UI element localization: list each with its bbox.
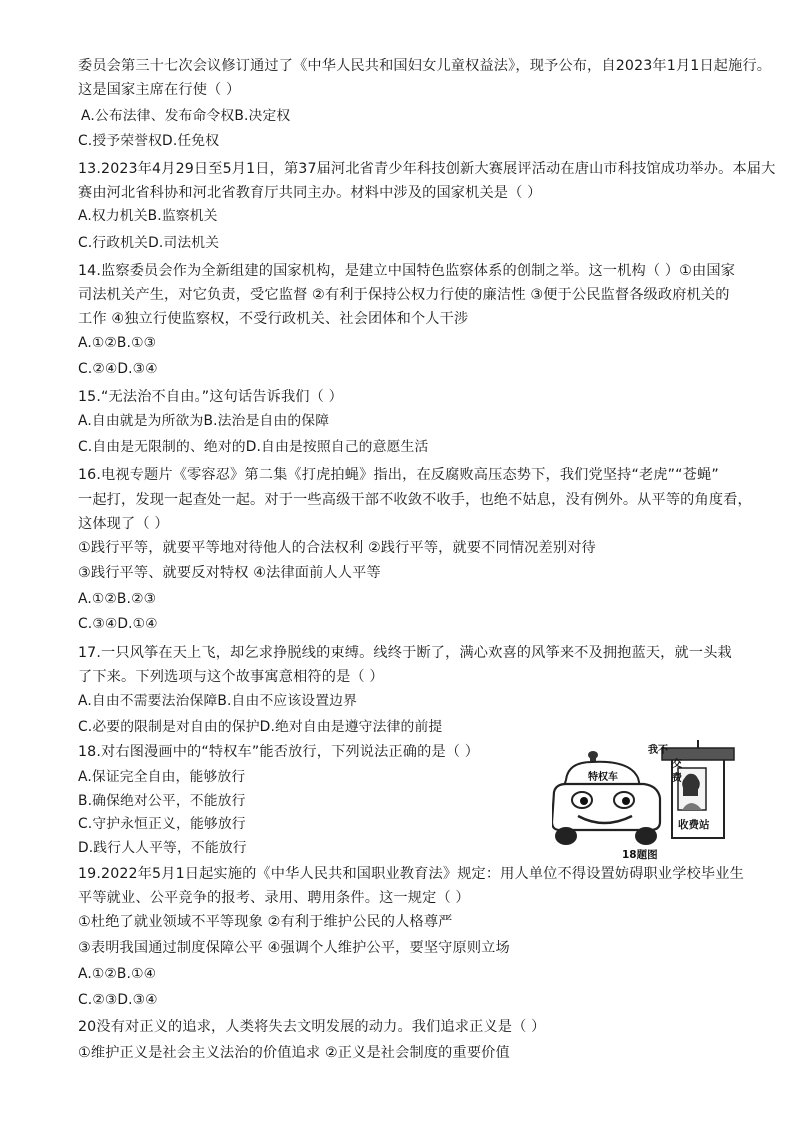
q13-options-ab: A.权力机关B.监察机关 [78, 208, 218, 224]
q18-stem: 18.对右图漫画中的“特权车”能否放行，下列说法正确的是（ ） [78, 744, 480, 760]
car-left-pupil [580, 797, 588, 805]
q20-statements-1: ①维护正义是社会主义法治的价值追求 ②正义是社会制度的重要价值 [78, 1045, 510, 1061]
q19-stem-line-2: 平等就业、公平竞争的报考、录用、聘用条件。这一规定（ ） [78, 890, 470, 906]
q15-options-ab: A.自由就是为所欲为B.法治是自由的保障 [78, 413, 330, 429]
q18-option-c: C.守护永恒正义，能够放行 [78, 816, 246, 832]
q14-stem-line-3: 工作 ④独立行使监察权，不受行政机关、社会团体和个人干涉 [78, 311, 469, 327]
q17-options-ab: A.自由不需要法治保障B.自由不应该设置边界 [78, 693, 358, 709]
booth-label: 收费站 [678, 819, 710, 831]
q19-statements-2: ③表明我国通过制度保障公平 ④强调个人维护公平，要坚守原则立场 [78, 940, 510, 956]
speech-text-1: 我不 [648, 745, 668, 756]
figure-caption: 18题图 [622, 849, 658, 861]
q19-options-ab: A.①②B.①④ [78, 966, 157, 982]
car-left-wheel [555, 827, 577, 845]
q13-options-cd: C.行政机关D.司法机关 [78, 235, 220, 251]
car-right-pupil [622, 797, 630, 805]
q17-stem-line-1: 17.一只风筝在天上飞，却乞求挣脱线的束缚。线终于断了，满心欢喜的风筝来不及拥抱蓝天，就一头栽 [78, 645, 732, 661]
q14-stem-line-2: 司法机关产生，对它负责，受它监督 ②有利于保持公权力行使的廉洁性 ③便于公民监督各级政府机关的 [78, 287, 730, 303]
q16-stem-line-3: 这体现了（ ） [78, 516, 169, 532]
q12-options-cd: C.授予荣誉权D.任免权 [78, 133, 220, 149]
q16-stem-line-2: 一起打，发现一起查处一起。对于一些高级干部不收敛不收手，也绝不姑息，没有例外。从平等的角度看， [78, 492, 752, 508]
car-right-wheel [635, 827, 657, 845]
q15-options-cd: C.自由是无限制的、绝对的D.自由是按照自己的意愿生活 [78, 439, 429, 455]
q14-stem-line-1: 14.监察委员会作为全新组建的国家机构，是建立中国特色监察体系的创制之举。这一机构（ ）①由国家 [78, 263, 736, 279]
q12-stem-line-2: 这是国家主席在行使（ ） [78, 82, 241, 98]
q16-options-cd: C.③④D.①④ [78, 616, 158, 632]
speech-text-2: 交 [672, 759, 682, 770]
q18-option-d: D.践行人人平等，不能放行 [78, 840, 247, 856]
q13-stem-line-2: 赛由河北省科协和河北省教育厅共同主办。材料中涉及的国家机关是（ ） [78, 185, 542, 201]
q12-options-ab: A.公布法律、发布命令权B.决定权 [81, 108, 291, 124]
q19-options-cd: C.②③D.③④ [78, 992, 158, 1008]
q15-stem: 15.“无法治不自由。”这句话告诉我们（ ） [78, 389, 343, 405]
q16-statements-1: ①践行平等，就要平等地对待他人的合法权利 ②践行平等，就要不同情况差别对待 [78, 540, 596, 556]
q18-cartoon-figure [552, 740, 742, 862]
q13-stem-line-1: 13.2023年4月29日至5月1日，第37届河北省青少年科技创新大赛展评活动在唐山市科技馆成功举办。本届大 [78, 161, 776, 177]
privilege-car-cartoon [552, 740, 742, 862]
q17-options-cd: C.必要的限制是对自由的保护D.绝对自由是遵守法律的前提 [78, 719, 443, 735]
attendant-hair [683, 774, 698, 796]
car-siren [588, 751, 598, 759]
q12-stem-line-1: 委员会第三十七次会议修订通过了《中华人民共和国妇女儿童权益法》，现予公布，自2023年1月1日起施行。 [78, 58, 772, 74]
q14-options-cd: C.②④D.③④ [78, 361, 158, 377]
q18-option-b: B.确保绝对公平，不能放行 [78, 793, 246, 809]
q16-statements-2: ③践行平等、就要反对特权 ④法律面前人人平等 [78, 565, 381, 581]
speech-text-3: 费 [672, 773, 682, 784]
q19-stem-line-1: 19.2022年5月1日起实施的《中华人民共和国职业教育法》规定：用人单位不得设置妨碍职业学校毕业生 [78, 866, 744, 882]
q19-statements-1: ①杜绝了就业领域不平等现象 ②有利于维护公民的人格尊严 [78, 914, 453, 930]
q17-stem-line-2: 了下来。下列选项与这个故事寓意相符的是（ ） [78, 669, 384, 685]
q20-stem: 20没有对正义的追求，人类将失去文明发展的动力。我们追求正义是（ ） [78, 1019, 546, 1035]
car-label: 特权车 [588, 772, 618, 783]
q16-stem-line-1: 16.电视专题片《零容忍》第二集《打虎拍蝇》指出，在反腐败高压态势下，我们党坚持“老虎”“苍蝇” [78, 467, 719, 483]
q18-option-a: A.保证完全自由，能够放行 [78, 769, 246, 785]
q16-options-ab: A.①②B.②③ [78, 591, 157, 607]
q14-options-ab: A.①②B.①③ [78, 335, 157, 351]
